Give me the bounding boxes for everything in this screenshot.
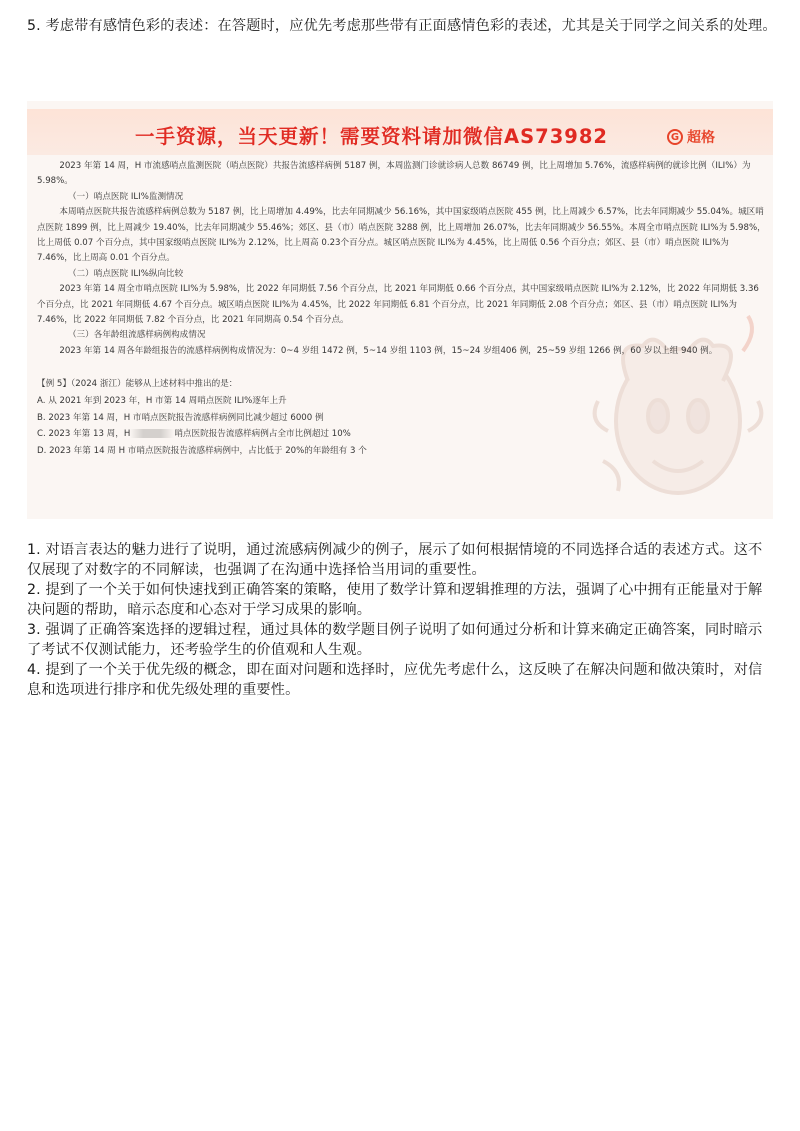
option-d: D. 2023 年第 14 周 H 市哨点医院报告流感样病例中，占比低于 20%的年龄组有 3 个 [37, 446, 367, 457]
paragraph-monitoring: 本周哨点医院共报告流感样病例总数为 5187 例，比上周增加 4.49%，比去年同期减少 56.16%，其中国家级哨点医院 455 例，比上周减少 6.57%，比去年同期减少 55.04%。城区哨点医院 1899 例，比上周减少 19.40%，比去年同期减少 55.46%；郊区、县（市）哨点医院 3288 例，比上周增加 26.07%，比去年同期减少 56.55%。本周全市哨点医院 ILI%为 5.98%，比上周低 0.07 个百分点，其中国家级哨点医院 ILI%为 2.12%，比上周高 0.23个百分点。城区哨点医院 ILI%为 4.45%，比上周低 0.56 个百分点；郊区、县（市）哨点医院 ILI%为 7.46%，比上周高 0.01 个百分点。 [37, 207, 766, 264]
question-stem: 【例 5】（2024 浙江）能够从上述材料中推出的是： [37, 379, 238, 390]
note-item: 1. 对语言表达的魅力进行了说明，通过流感病例减少的例子，展示了如何根据情境的不同选择合适的表述方式。这不仅展现了对数字的不同解读，也强调了在沟通中选择恰当用词的重要性。 [27, 542, 763, 578]
intro-paragraph: 5. 考虑带有感情色彩的表述：在答题时，应优先考虑那些带有正面感情色彩的表述，尤其是关于同学之间关系的处理。 [27, 18, 777, 34]
option-b: B. 2023 年第 14 周，H 市哨点医院报告流感样病例同比减少超过 6000 例 [37, 412, 324, 423]
paragraph-comparison: 2023 年第 14 周全市哨点医院 ILI%为 5.98%，比 2022 年同期低 7.56 个百分点，比 2021 年同期低 0.66 个百分点，其中国家级哨点医院 ILI%为 2.12%，比 2022 年同期低 3.36 个百分点，比 2021 年同期低 4.67 个百分点。城区哨点医院 ILI%为 4.45%，比 2022 年同期低 6.81 个百分点，比 2021 年同期低 2.08 个百分点；郊区、县（市）哨点医院 ILI%为 7.46%，比 2022 年同期低 7.82 个百分点，比 2021 年同期高 0.54 个百分点。 [37, 284, 759, 326]
note-item: 4. 提到了一个关于优先级的概念，即在面对问题和选择时，应优先考虑什么，这反映了在解决问题和做决策时，对信息和选项进行排序和优先级处理的重要性。 [27, 662, 763, 698]
option-c [37, 427, 767, 442]
note-item: 3. 强调了正确答案选择的逻辑过程，通过具体的数学题目例子说明了如何通过分析和计算来确定正确答案，同时暗示了考试不仅测试能力，还考验学生的价值观和人生观。 [27, 622, 763, 658]
banner-text: 一手资源，当天更新！需要资料请加微信AS73982 [135, 125, 608, 148]
blurred-text [130, 429, 174, 438]
brand [667, 127, 715, 147]
note-item: 2. 提到了一个关于如何快速找到正确答案的策略，使用了数学计算和逻辑推理的方法，强调了心中拥有正能量对于解决问题的帮助，暗示态度和心态对于学习成果的影响。 [27, 582, 763, 618]
brand-name: 超格 [687, 130, 715, 146]
brand-logo-icon: G [667, 129, 683, 145]
option-c-start: C. 2023 年第 13 周，H [37, 429, 131, 440]
option-a: A. 从 2021 年到 2023 年，H 市第 14 周哨点医院 ILI%逐年上升 [37, 395, 287, 406]
embedded-exam-image [27, 101, 773, 519]
section-heading-3: （三）各年龄组流感样病例构成情况 [67, 330, 206, 341]
paragraph-age-groups: 2023 年第 14 周各年龄组报告的流感样病例构成情况为：0~4 岁组 1472 例，5~14 岁组 1103 例，15~24 岁组406 例，25~59 岁组 1266 例，60 岁以上组 940 例。 [59, 345, 718, 356]
section-heading-2: （二）哨点医院 ILI%纵向比较 [67, 268, 184, 279]
promo-banner [27, 109, 773, 155]
notes-list [27, 540, 769, 700]
section-heading-1: （一）哨点医院 ILI%监测情况 [67, 191, 184, 202]
paragraph-summary: 2023 年第 14 周，H 市流感哨点监测医院（哨点医院）共报告流感样病例 5187 例，本周监测门诊就诊病人总数 86749 例，比上周增加 5.76%，流感样病例的就诊比例（ILI%）为 5.98%。 [37, 161, 751, 187]
option-c-end: 哨点医院报告流感样病例占全市比例超过 10% [174, 429, 351, 440]
example-question [37, 377, 767, 459]
image-content [37, 159, 767, 461]
